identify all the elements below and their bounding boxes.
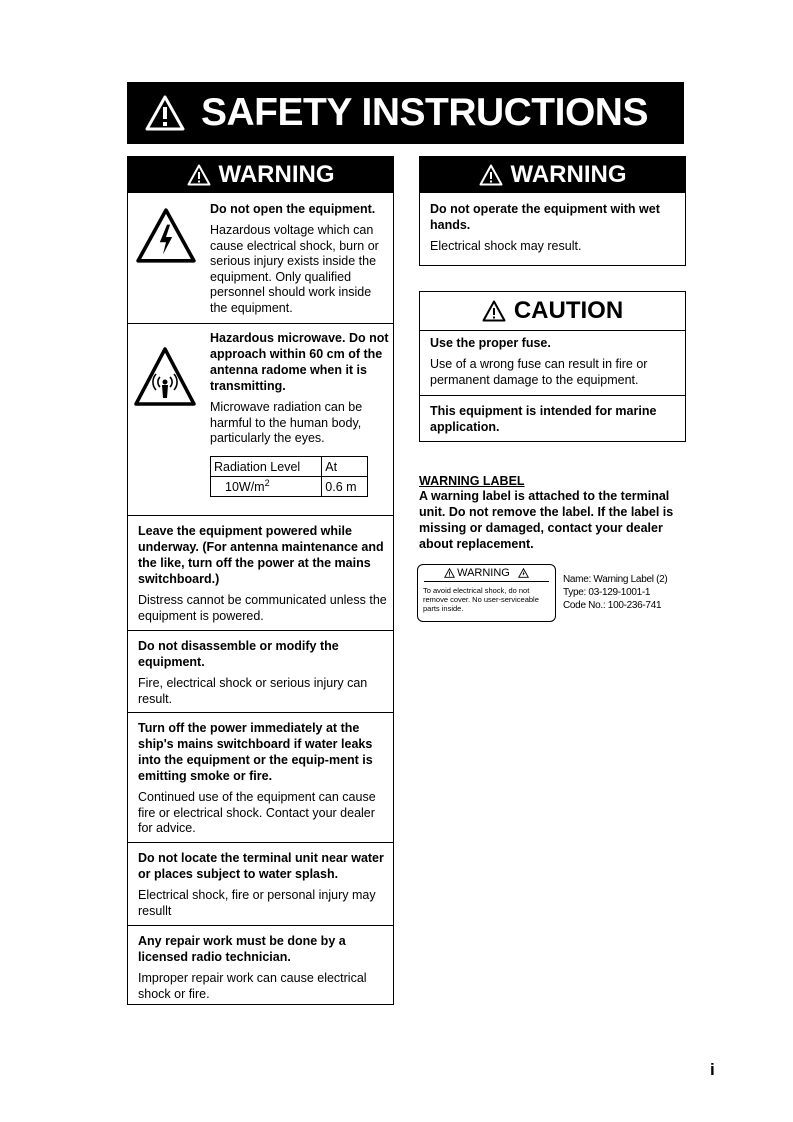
section-text: Continued use of the equipment can cause fire or electrical shock. Contact your dealer for advice. bbox=[138, 790, 376, 835]
section-disassemble bbox=[128, 630, 393, 712]
section-text: Hazardous voltage which can cause electrical shock, burn or serious injury exists inside the equipment. Only qualified personnel should work inside the equipment. bbox=[210, 223, 379, 315]
section-text: Electrical shock, fire or personal injury may resullt bbox=[138, 888, 376, 918]
label-type: Type: 03-129-1001-1 bbox=[563, 587, 651, 598]
section-title: Turn off the power immediately at the ship's mains switchboard if water leaks into the equipment or the equip-ment is emitting smoke or fire. bbox=[138, 721, 373, 783]
section-title: Do not operate the equipment with wet hands. bbox=[430, 202, 660, 232]
caution-header bbox=[420, 292, 685, 331]
right-warning-box bbox=[419, 156, 686, 266]
radiation-level-superscript: 2 bbox=[264, 478, 270, 489]
section-wet-hands bbox=[420, 193, 685, 262]
high-voltage-icon bbox=[135, 207, 197, 265]
section-marine bbox=[420, 395, 685, 442]
sticker-header bbox=[424, 565, 549, 582]
section-text: Distress cannot be communicated unless the equipment is powered. bbox=[138, 593, 387, 623]
warning-header bbox=[420, 157, 685, 193]
table-header: Radiation Level bbox=[211, 457, 322, 477]
warning-label-section bbox=[419, 474, 681, 552]
caution-header-label: CAUTION bbox=[513, 297, 624, 324]
sticker-header-label: WARNING bbox=[457, 567, 510, 579]
section-powered bbox=[128, 515, 393, 630]
section-microwave bbox=[128, 323, 393, 515]
table-header: At bbox=[322, 457, 368, 477]
page-number: i bbox=[710, 1060, 715, 1079]
section-title: Do not open the equipment. bbox=[210, 202, 376, 216]
warning-triangle-icon bbox=[145, 95, 185, 131]
warning-label-body: A warning label is attached to the terminal unit. Do not remove the label. If the label is missing or damaged, contact your dealer about replacement. bbox=[419, 489, 674, 551]
warning-triangle-icon bbox=[187, 164, 211, 186]
caution-triangle-icon bbox=[482, 300, 506, 322]
warning-label-title: WARNING LABEL bbox=[419, 474, 525, 488]
table-cell: 0.6 m bbox=[322, 477, 368, 497]
warning-header bbox=[128, 157, 393, 193]
page-title: SAFETY INSTRUCTIONS bbox=[201, 91, 648, 134]
page-title-bar bbox=[127, 82, 684, 144]
warning-triangle-icon bbox=[444, 568, 455, 578]
section-text: Electrical shock may result. bbox=[430, 239, 582, 253]
section-text: Improper repair work can cause electrical shock or fire. bbox=[138, 971, 367, 1001]
section-water-splash bbox=[128, 842, 393, 925]
table-cell bbox=[211, 477, 322, 497]
label-details bbox=[563, 573, 688, 612]
section-title: This equipment is intended for marine application. bbox=[430, 404, 657, 434]
warning-sticker bbox=[417, 564, 556, 622]
section-title: Hazardous microwave. Do not approach within 60 cm of the antenna radome when it is transmitting. bbox=[210, 331, 389, 393]
section-water-leak bbox=[128, 712, 393, 842]
warning-triangle-icon bbox=[479, 164, 503, 186]
section-title: Do not locate the terminal unit near water or places subject to water splash. bbox=[138, 851, 384, 881]
label-code: Code No.: 100-236-741 bbox=[563, 600, 662, 611]
section-title: Use the proper fuse. bbox=[430, 336, 551, 350]
section-title: Any repair work must be done by a licensed radio technician. bbox=[138, 934, 346, 964]
high-voltage-icon bbox=[518, 568, 529, 578]
right-caution-box bbox=[419, 291, 686, 442]
section-repair bbox=[128, 925, 393, 1009]
section-fuse bbox=[420, 331, 685, 395]
section-title: Leave the equipment powered while underway. (For antenna maintenance and the like, turn off the power at the mains switchboard.) bbox=[138, 524, 384, 586]
radiation-level-value: 10W/m bbox=[225, 480, 265, 495]
label-name: Name: Warning Label (2) bbox=[563, 574, 668, 585]
section-text: Use of a wrong fuse can result in fire or permanent damage to the equipment. bbox=[430, 357, 648, 387]
section-open-equipment bbox=[128, 193, 393, 323]
section-text: Microwave radiation can be harmful to the human body, particularly the eyes. bbox=[210, 400, 363, 445]
microwave-radiation-icon bbox=[133, 346, 197, 408]
left-warning-box bbox=[127, 156, 394, 1005]
radiation-table bbox=[210, 456, 368, 497]
section-title: Do not disassemble or modify the equipment. bbox=[138, 639, 339, 669]
warning-header-label: WARNING bbox=[218, 161, 335, 188]
warning-header-label: WARNING bbox=[510, 161, 627, 188]
sticker-text: To avoid electrical shock, do not remove cover. No user-serviceable parts inside. bbox=[423, 586, 539, 613]
section-text: Fire, electrical shock or serious injury can result. bbox=[138, 676, 368, 706]
